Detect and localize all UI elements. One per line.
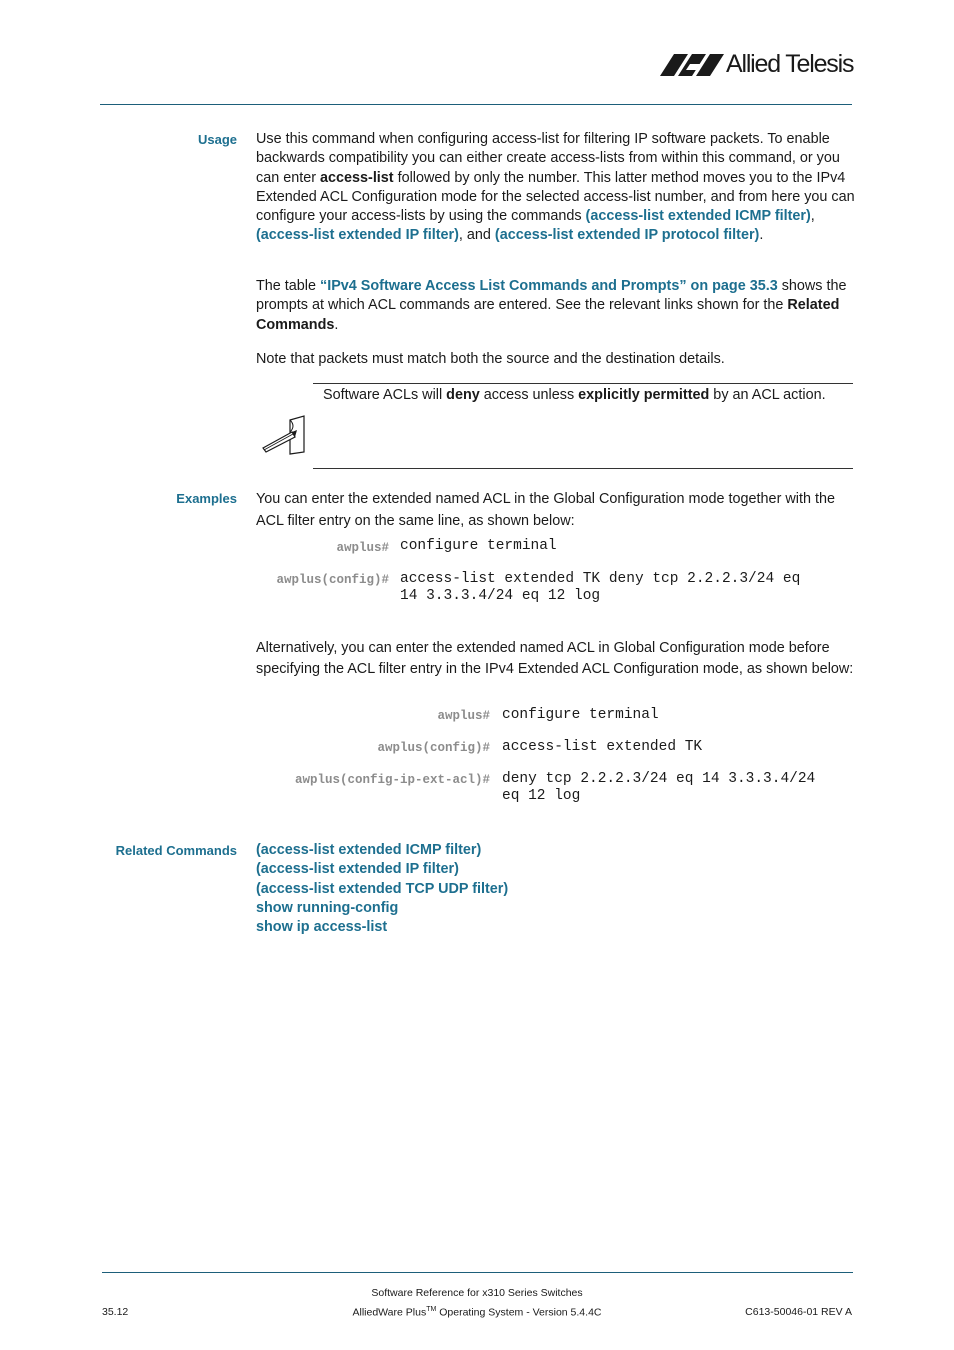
usage-p2-bold: Related Commands [256, 297, 840, 333]
examples-intro-2: Alternatively, you can enter the extended named ACL in Global Configuration mode before specifying the ACL filter entry in the IPv4 Extended ACL Configuration mode, as shown below: [256, 640, 854, 677]
usage-paragraph-2 [256, 277, 856, 335]
usage-p2-text-a: The table [256, 278, 320, 294]
note-bold-deny: deny [446, 387, 480, 403]
example2-cmd-1: configure terminal [502, 707, 659, 723]
example1-cmd-2-cont: 14 3.3.3.4/24 eq 12 log [400, 588, 601, 604]
link-access-list-extended-ip[interactable]: (access-list extended IP filter) [256, 227, 459, 244]
footer-title: Software Reference for x310 Series Switches [371, 1287, 583, 1299]
related-commands-heading: Related Commands [115, 843, 237, 858]
example1-prompt-1: awplus# [336, 541, 389, 555]
example2-cmd-3-cont: eq 12 log [502, 788, 581, 804]
usage-heading: Usage [197, 132, 237, 147]
usage-p2-text-b: shows the prompts at which ACL commands are entered. See the relevant links shown for the [256, 278, 847, 314]
related-link-tcp-udp-filter[interactable]: (access-list extended TCP UDP filter) [256, 880, 509, 897]
example1-prompt-2: awplus(config)# [276, 573, 389, 587]
footer-product-version: Operating System - Version 5.4.4C [436, 1306, 602, 1319]
link-access-list-extended-icmp[interactable]: (access-list extended ICMP filter) [585, 208, 811, 225]
note-top-rule [313, 383, 853, 384]
link-access-list-extended-ip-protocol[interactable]: (access-list extended IP protocol filter) [494, 227, 760, 244]
usage-paragraph-3: Note that packets must match both the source and the destination details. [256, 351, 725, 367]
example2-prompt-2: awplus(config)# [377, 741, 490, 755]
note-text [323, 386, 853, 405]
usage-p1-sep-1: , [810, 208, 815, 225]
example2-cmd-2: access-list extended TK [502, 739, 703, 755]
note-text-c: by an ACL action. [709, 387, 826, 403]
brand-logo [660, 50, 856, 80]
header-rule [100, 104, 852, 105]
footer-product-name: AlliedWare Plus [352, 1306, 427, 1319]
example2-cmd-3: deny tcp 2.2.2.3/24 eq 14 3.3.3.4/24 [502, 771, 816, 787]
footer-product [277, 1306, 677, 1319]
usage-p1-sep-2: , and [458, 227, 495, 244]
note-bottom-rule [313, 468, 853, 469]
example2-prompt-3: awplus(config-ip-ext-acl)# [294, 773, 490, 787]
examples-intro-1: You can enter the extended named ACL in the Global Configuration mode together with the ACL filter entry on the same line, as shown below: [256, 491, 835, 529]
examples-heading: Examples [176, 491, 237, 506]
usage-p1-text-a: Use this command when configuring access-list for filtering IP software packets. To enable backwards compatibility you can either create access-lists from within this command, or you can enter [256, 131, 840, 186]
usage-p1-text-b: followed by only the number. This latter method moves you to the IPv4 Extended ACL Configuration mode for the selected access-list number, and from here you can configure your access-lists by using the commands [256, 169, 855, 225]
related-link-show-running-config[interactable]: show running-config [256, 899, 399, 916]
usage-p2-end: . [334, 316, 339, 333]
note-text-a: Software ACLs will [323, 387, 447, 403]
example1-cmd-1: configure terminal [400, 538, 557, 554]
footer-trademark: TM [426, 1306, 437, 1313]
brand-logo-text: Allied Telesis [726, 50, 854, 78]
example2-prompt-1: awplus# [437, 709, 490, 723]
example1-cmd-2: access-list extended TK deny tcp 2.2.2.3/24 eq [400, 571, 801, 587]
note-text-b: access unless [479, 387, 579, 403]
related-link-icmp-filter[interactable]: (access-list extended ICMP filter) [256, 842, 482, 858]
allied-telesis-logo-icon [660, 52, 726, 78]
note-pencil-icon [260, 414, 308, 456]
usage-p1-bold: access-list [320, 169, 394, 186]
related-link-ip-filter[interactable]: (access-list extended IP filter) [256, 861, 459, 878]
footer-rule [102, 1272, 853, 1273]
related-commands-list [256, 841, 656, 937]
related-link-show-ip-access-list[interactable]: show ip access-list [256, 919, 388, 936]
note-bold-explicitly-permitted: explicitly permitted [578, 387, 710, 403]
footer-page-number: 35.12 [102, 1306, 129, 1318]
footer-doc-id: C613-50046-01 REV A [745, 1306, 852, 1318]
usage-p1-end: . [759, 227, 764, 244]
link-ipv4-software-acl-table[interactable]: “IPv4 Software Access List Commands and Prompts” on page 35.3 [320, 278, 778, 294]
usage-paragraph-1 [256, 130, 856, 246]
